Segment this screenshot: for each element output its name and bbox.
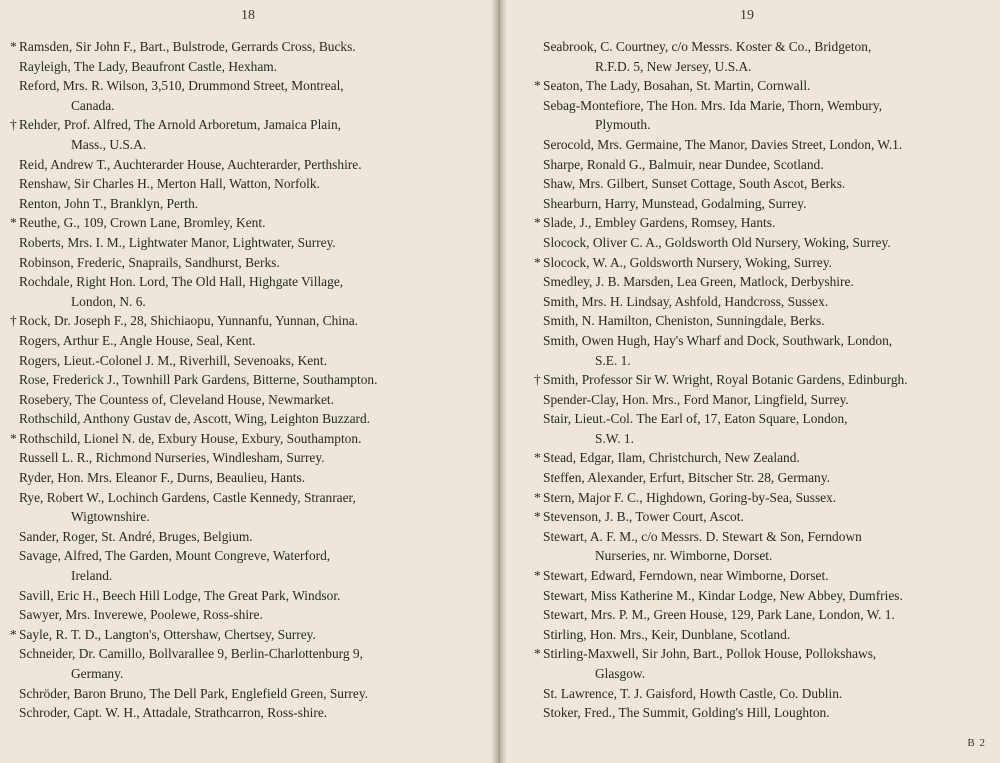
list-item (536, 272, 988, 292)
entry-line: Stewart, Mrs. P. M., Green House, 129, Park Lane, London, W. 1. (543, 607, 895, 623)
entry-line: Renshaw, Sir Charles H., Merton Hall, Watton, Norfolk. (19, 176, 320, 192)
entry-continuation-line: Germany. (71, 666, 124, 681)
membership-mark: * (10, 626, 17, 642)
entry-line: Shearburn, Harry, Munstead, Godalming, Surrey. (543, 195, 807, 211)
entry-line: Smith, Owen Hugh, Hay's Wharf and Dock, Southwark, London, (543, 332, 893, 348)
entry-line: Stewart, Edward, Ferndown, near Wimborne, Dorset. (543, 568, 829, 584)
membership-mark: * (534, 509, 541, 525)
list-item (536, 468, 988, 488)
list-item (536, 684, 988, 704)
entry-line: Rothschild, Lionel N. de, Exbury House, Exbury, Southampton. (19, 430, 362, 446)
list-item (536, 96, 988, 135)
entry-continuation-line: R.F.D. 5, New Jersey, U.S.A. (595, 58, 752, 74)
entry-continuation-line: Ireland. (71, 568, 113, 584)
page-number-left: 18 (241, 8, 255, 23)
list-item (12, 194, 472, 214)
list-item (536, 292, 988, 312)
entry-line: Schneider, Dr. Camillo, Bollvarallee 9, Berlin-Charlottenburg 9, (19, 646, 363, 662)
entry-line: Smith, Mrs. H. Lindsay, Ashfold, Handcross, Sussex. (543, 293, 829, 309)
list-item (536, 644, 988, 683)
list-item (536, 605, 988, 625)
list-item (536, 37, 988, 76)
list-item (536, 135, 988, 155)
entry-line: Smith, Professor Sir W. Wright, Royal Botanic Gardens, Edinburgh. (543, 372, 908, 388)
membership-mark: * (534, 450, 541, 466)
entry-line: Stewart, Miss Katherine M., Kindar Lodge, New Abbey, Dumfries. (543, 587, 903, 603)
entry-continuation-line: Nurseries, nr. Wimborne, Dorset. (595, 548, 773, 564)
entry-line: Ryder, Hon. Mrs. Eleanor F., Durns, Beaulieu, Hants. (19, 470, 306, 486)
list-item (12, 546, 472, 585)
entry-line: Stevenson, J. B., Tower Court, Ascot. (543, 509, 744, 525)
entry-line: Roberts, Mrs. I. M., Lightwater Manor, Lightwater, Surrey. (19, 234, 336, 250)
list-item (12, 351, 472, 371)
entry-line: Reid, Andrew T., Auchterarder House, Auchterarder, Perthshire. (19, 156, 362, 172)
entry-continuation-line: Plymouth. (595, 117, 651, 133)
list-item (536, 311, 988, 331)
list-item (536, 409, 988, 448)
entry-line: Savage, Alfred, The Garden, Mount Congreve, Waterford, (19, 548, 331, 564)
entry-continuation-line: Canada. (71, 97, 115, 113)
entry-line: Stern, Major F. C., Highdown, Goring-by-Sea, Sussex. (543, 489, 837, 505)
entry-line: Rose, Frederick J., Townhill Park Gardens, Bitterne, Southampton. (19, 372, 378, 388)
entry-line: Slocock, W. A., Goldsworth Nursery, Woking, Surrey. (543, 254, 832, 270)
membership-mark: * (534, 568, 541, 584)
entry-line: Reuthe, G., 109, Crown Lane, Bromley, Kent. (19, 215, 266, 231)
list-item (12, 586, 472, 606)
list-item (12, 605, 472, 625)
membership-mark: * (10, 39, 17, 54)
entry-continuation-line: Glasgow. (595, 666, 646, 681)
entry-line: Shaw, Mrs. Gilbert, Sunset Cottage, South Ascot, Berks. (543, 176, 846, 192)
entry-line: Spender-Clay, Hon. Mrs., Ford Manor, Lingfield, Surrey. (543, 391, 849, 407)
list-item (536, 625, 988, 645)
list-item (12, 57, 472, 77)
list-item (536, 586, 988, 606)
entry-line: Rye, Robert W., Lochinch Gardens, Castle Kennedy, Stranraer, (19, 489, 356, 505)
entry-line: Smedley, J. B. Marsden, Lea Green, Matlock, Derbyshire. (543, 274, 854, 290)
entry-line: Stair, Lieut.-Col. The Earl of, 17, Eaton Square, London, (543, 411, 848, 427)
entry-line: Serocold, Mrs. Germaine, The Manor, Davies Street, London, W.1. (543, 136, 903, 152)
entry-continuation-line: London, N. 6. (71, 293, 146, 309)
list-item (12, 331, 472, 351)
list-item (536, 76, 988, 96)
membership-mark: * (534, 78, 541, 94)
list-item (12, 468, 472, 488)
list-item (536, 194, 988, 214)
list-item (12, 488, 472, 527)
entry-continuation-line: S.E. 1. (595, 352, 631, 368)
list-item (12, 233, 472, 253)
right-entry-list (536, 37, 988, 723)
entry-line: Savill, Eric H., Beech Hill Lodge, The Great Park, Windsor. (19, 587, 341, 603)
entry-line: Stewart, A. F. M., c/o Messrs. D. Stewart & Son, Ferndown (543, 528, 862, 544)
list-item (12, 390, 472, 410)
entry-line: Rochdale, Right Hon. Lord, The Old Hall, Highgate Village, (19, 274, 344, 290)
entry-line: Rehder, Prof. Alfred, The Arnold Arboretum, Jamaica Plain, (19, 117, 342, 133)
page-number-right: 19 (740, 8, 754, 23)
membership-mark: * (534, 254, 541, 270)
entry-continuation-line: S.W. 1. (595, 430, 634, 446)
list-item (536, 507, 988, 527)
entry-line: Stirling, Hon. Mrs., Keir, Dunblane, Scotland. (543, 626, 791, 642)
entry-line: Slocock, Oliver C. A., Goldsworth Old Nursery, Woking, Surrey. (543, 234, 891, 250)
membership-mark: * (534, 489, 541, 505)
membership-mark: * (10, 430, 17, 446)
entry-line: Schröder, Baron Bruno, The Dell Park, Englefield Green, Surrey. (19, 685, 369, 701)
left-entry-list (12, 37, 472, 723)
list-item (12, 370, 472, 390)
list-item (12, 684, 472, 704)
entry-line: St. Lawrence, T. J. Gaisford, Howth Castle, Co. Dublin. (543, 685, 843, 701)
list-item (536, 448, 988, 468)
list-item (12, 76, 472, 115)
entry-line: Stirling-Maxwell, Sir John, Bart., Pollok House, Pollokshaws, (543, 646, 877, 662)
list-item (536, 155, 988, 175)
entry-line: Sayle, R. T. D., Langton's, Ottershaw, Chertsey, Surrey. (19, 626, 316, 642)
membership-mark: † (10, 117, 17, 133)
list-item (12, 115, 472, 154)
entry-line: Rayleigh, The Lady, Beaufront Castle, Hexham. (19, 58, 278, 74)
list-item (12, 174, 472, 194)
list-item (536, 233, 988, 253)
list-item (536, 488, 988, 508)
entry-line: Robinson, Frederic, Snaprails, Sandhurst, Berks. (19, 254, 280, 270)
list-item (536, 370, 988, 390)
entry-line: Rock, Dr. Joseph F., 28, Shichiaopu, Yunnanfu, Yunnan, China. (19, 313, 358, 329)
entry-continuation-line: Wigtownshire. (71, 509, 150, 525)
entry-line: Sharpe, Ronald G., Balmuir, near Dundee, Scotland. (543, 156, 824, 172)
signature-mark: B 2 (967, 737, 986, 749)
list-item (12, 272, 472, 311)
entry-line: Ramsden, Sir John F., Bart., Bulstrode, Gerrards Cross, Bucks. (19, 39, 356, 54)
entry-continuation-line: Mass., U.S.A. (71, 136, 147, 152)
entry-line: Rogers, Lieut.-Colonel J. M., Riverhill, Sevenoaks, Kent. (19, 352, 327, 368)
list-item (536, 566, 988, 586)
list-item (12, 311, 472, 331)
entry-line: Reford, Mrs. R. Wilson, 3,510, Drummond Street, Montreal, (19, 78, 344, 94)
entry-line: Rothschild, Anthony Gustav de, Ascott, Wing, Leighton Buzzard. (19, 411, 371, 427)
list-item (12, 37, 472, 57)
right-page (498, 0, 1000, 763)
entry-line: Slade, J., Embley Gardens, Romsey, Hants. (543, 215, 776, 231)
entry-line: Rogers, Arthur E., Angle House, Seal, Kent. (19, 332, 256, 348)
list-item (12, 155, 472, 175)
list-item (12, 625, 472, 645)
entry-line: Steffen, Alexander, Erfurt, Bitscher Str. 28, Germany. (543, 470, 830, 486)
entry-line: Sebag-Montefiore, The Hon. Mrs. Ida Marie, Thorn, Wembury, (543, 97, 883, 113)
entry-line: Russell L. R., Richmond Nurseries, Windlesham, Surrey. (19, 450, 325, 466)
entry-line: Stead, Edgar, Ilam, Christchurch, New Zealand. (543, 450, 800, 466)
membership-mark: * (10, 215, 17, 231)
membership-mark: * (534, 646, 541, 662)
list-item (536, 527, 988, 566)
entry-line: Renton, John T., Branklyn, Perth. (19, 195, 199, 211)
list-item (536, 331, 988, 370)
entry-line: Sander, Roger, St. André, Bruges, Belgium. (19, 528, 253, 544)
list-item (12, 644, 472, 683)
list-item (12, 703, 472, 723)
entry-line: Sawyer, Mrs. Inverewe, Poolewe, Ross-shire. (19, 607, 263, 623)
left-page (0, 0, 498, 763)
list-item (536, 703, 988, 723)
list-item (536, 213, 988, 233)
membership-mark: † (10, 313, 17, 329)
entry-line: Rosebery, The Countess of, Cleveland House, Newmarket. (19, 391, 334, 407)
membership-mark: † (534, 372, 541, 388)
list-item (12, 527, 472, 547)
entry-line: Seaton, The Lady, Bosahan, St. Martin, Cornwall. (543, 78, 811, 94)
entry-line: Schroder, Capt. W. H., Attadale, Strathcarron, Ross-shire. (19, 705, 328, 721)
list-item (536, 390, 988, 410)
list-item (536, 174, 988, 194)
list-item (12, 448, 472, 468)
entry-line: Smith, N. Hamilton, Cheniston, Sunningdale, Berks. (543, 313, 825, 329)
list-item (12, 213, 472, 233)
list-item (12, 253, 472, 273)
list-item (12, 429, 472, 449)
entry-line: Stoker, Fred., The Summit, Golding's Hill, Loughton. (543, 705, 830, 721)
entry-line: Seabrook, C. Courtney, c/o Messrs. Koster & Co., Bridgeton, (543, 39, 872, 54)
list-item (12, 409, 472, 429)
membership-mark: * (534, 215, 541, 231)
list-item (536, 253, 988, 273)
